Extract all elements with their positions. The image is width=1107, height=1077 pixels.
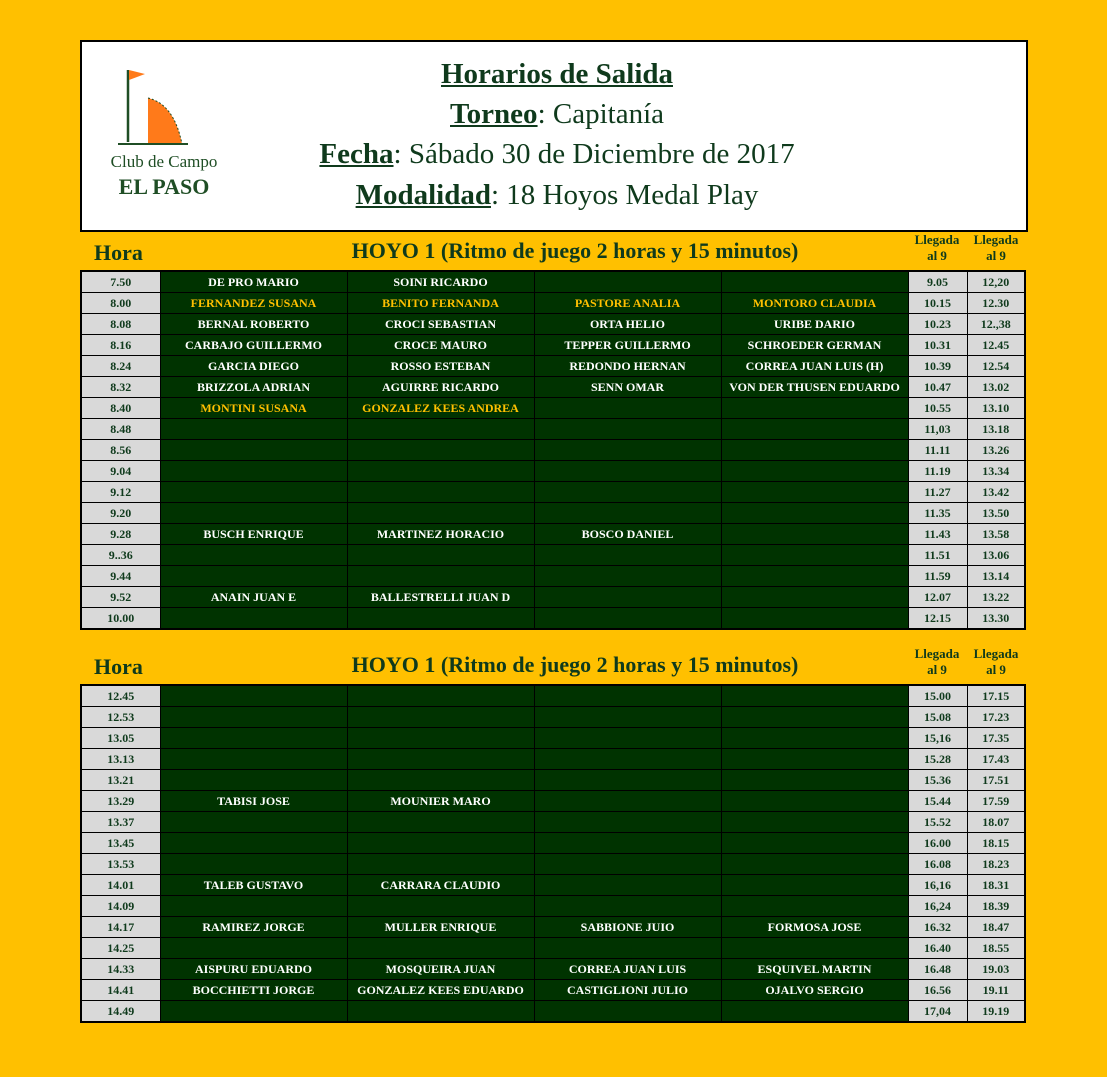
arrival-time-cell: 11.11 [908,440,967,461]
player-cell [160,833,347,854]
player-cell [721,1001,908,1023]
player-cell [347,440,534,461]
player-cell [534,833,721,854]
table-row [81,482,1025,503]
player-cell [721,482,908,503]
table-row [81,587,1025,608]
player-cell [534,938,721,959]
llegada-label-2: Llegada al 9 [973,232,1019,263]
tee-time-cell: 12.53 [81,707,160,728]
llegada-label-1: Llegada al 9 [914,232,960,263]
fecha-label: Fecha [319,138,394,170]
table-row [81,791,1025,812]
player-cell [160,545,347,566]
arrival-time-cell: 10.47 [908,377,967,398]
table-row [81,335,1025,356]
table-row [81,938,1025,959]
player-cell [347,854,534,875]
player-cell [347,461,534,482]
tee-time-cell: 14.25 [81,938,160,959]
tee-time-cell: 7.50 [81,271,160,293]
torneo-label: Torneo [450,98,538,130]
tee-time-cell: 9.04 [81,461,160,482]
arrival-time-cell: 11.43 [908,524,967,545]
tee-time-cell: 12.45 [81,685,160,707]
player-cell [721,503,908,524]
player-cell: GONZALEZ KEES EDUARDO [347,980,534,1001]
arrival-time-cell: 17.23 [967,707,1025,728]
hora-label: Hora [94,240,143,265]
table-row [81,854,1025,875]
tee-time-cell: 8.48 [81,419,160,440]
player-cell: MONTINI SUSANA [160,398,347,419]
player-cell [160,707,347,728]
arrival-time-cell: 11.59 [908,566,967,587]
arrival-time-cell: 13.22 [967,587,1025,608]
table-row [81,770,1025,791]
torneo-value: : Capitanía [537,98,664,130]
player-cell: CARBAJO GUILLERMO [160,335,347,356]
player-cell: REDONDO HERNAN [534,356,721,377]
player-cell: FORMOSA JOSE [721,917,908,938]
arrival-time-cell: 18.23 [967,854,1025,875]
arrival-time-cell: 16.32 [908,917,967,938]
arrival-time-cell: 11.51 [908,545,967,566]
section-title: HOYO 1 (Ritmo de juego 2 horas y 15 minutos) [351,652,799,677]
tee-time-cell: 13.21 [81,770,160,791]
player-cell: ESQUIVEL MARTIN [721,959,908,980]
table-row [81,461,1025,482]
section-header-2 [80,646,1026,686]
player-cell [160,685,347,707]
table-row [81,728,1025,749]
arrival-time-cell: 11.19 [908,461,967,482]
arrival-time-cell: 18.39 [967,896,1025,917]
player-cell [160,482,347,503]
player-cell: AISPURU EDUARDO [160,959,347,980]
arrival-time-cell: 17.43 [967,749,1025,770]
arrival-time-cell: 13.58 [967,524,1025,545]
player-cell: CASTIGLIONI JULIO [534,980,721,1001]
player-cell [534,728,721,749]
arrival-time-cell: 16.48 [908,959,967,980]
arrival-time-cell: 17.15 [967,685,1025,707]
player-cell [534,791,721,812]
arrival-time-cell: 17.51 [967,770,1025,791]
table-row [81,812,1025,833]
arrival-time-cell: 13.18 [967,419,1025,440]
arrival-time-cell: 10.31 [908,335,967,356]
arrival-time-cell: 12.,38 [967,314,1025,335]
tee-time-cell: 9.12 [81,482,160,503]
player-cell [534,854,721,875]
torneo-line [212,98,902,131]
player-cell: MOSQUEIRA JUAN [347,959,534,980]
tee-time-cell: 9.28 [81,524,160,545]
modalidad-label: Modalidad [355,179,491,211]
player-cell: DE PRO MARIO [160,271,347,293]
club-logo [104,68,224,208]
table-row [81,917,1025,938]
table-row [81,503,1025,524]
player-cell [721,524,908,545]
arrival-time-cell: 16.56 [908,980,967,1001]
table-row [81,293,1025,314]
player-cell: CROCE MAURO [347,335,534,356]
arrival-time-cell: 13.06 [967,545,1025,566]
arrival-time-cell: 16.08 [908,854,967,875]
page-title: Horarios de Salida [440,58,673,90]
player-cell [347,482,534,503]
player-cell [160,938,347,959]
player-cell [160,503,347,524]
player-cell [721,685,908,707]
player-cell [347,707,534,728]
player-cell [534,503,721,524]
arrival-time-cell: 18.07 [967,812,1025,833]
tee-time-cell: 13.53 [81,854,160,875]
player-cell: RAMIREZ JORGE [160,917,347,938]
player-cell [160,566,347,587]
player-cell [347,419,534,440]
player-cell [721,398,908,419]
player-cell [347,770,534,791]
table-row [81,419,1025,440]
tee-time-cell: 14.49 [81,1001,160,1023]
fecha-line [212,138,902,171]
player-cell [534,896,721,917]
player-cell [721,587,908,608]
player-cell [721,749,908,770]
table-row [81,566,1025,587]
table-row [81,398,1025,419]
arrival-time-cell: 15.08 [908,707,967,728]
table-row [81,608,1025,630]
table-row [81,356,1025,377]
player-cell [721,938,908,959]
fecha-value: : Sábado 30 de Diciembre de 2017 [393,138,795,170]
player-cell [160,749,347,770]
player-cell [721,440,908,461]
player-cell: BERNAL ROBERTO [160,314,347,335]
player-cell [721,419,908,440]
arrival-time-cell: 19.19 [967,1001,1025,1023]
tee-time-cell: 8.08 [81,314,160,335]
player-cell: GONZALEZ KEES ANDREA [347,398,534,419]
arrival-time-cell: 15.44 [908,791,967,812]
player-cell [347,685,534,707]
arrival-time-cell: 13.34 [967,461,1025,482]
tee-time-cell: 14.41 [81,980,160,1001]
player-cell [347,545,534,566]
logo-club-text: Club de Campo [110,152,218,171]
arrival-time-cell: 19.11 [967,980,1025,1001]
table-row [81,314,1025,335]
arrival-time-cell: 13.26 [967,440,1025,461]
arrival-time-cell: 9.05 [908,271,967,293]
player-cell [534,440,721,461]
tee-time-cell: 13.29 [81,791,160,812]
player-cell: BOCCHIETTI JORGE [160,980,347,1001]
llegada-label-1: Llegada al 9 [914,646,960,677]
tee-time-cell: 9..36 [81,545,160,566]
player-cell [721,271,908,293]
player-cell [534,545,721,566]
table-row [81,833,1025,854]
tee-time-cell: 13.13 [81,749,160,770]
arrival-time-cell: 13.30 [967,608,1025,630]
player-cell [534,587,721,608]
arrival-time-cell: 17.35 [967,728,1025,749]
arrival-time-cell: 19.03 [967,959,1025,980]
player-cell: BUSCH ENRIQUE [160,524,347,545]
player-cell [721,854,908,875]
player-cell [721,461,908,482]
table-row [81,377,1025,398]
tee-time-cell: 14.01 [81,875,160,896]
arrival-time-cell: 13.50 [967,503,1025,524]
arrival-time-cell: 13.02 [967,377,1025,398]
arrival-time-cell: 11.27 [908,482,967,503]
logo-name-text: EL PASO [118,174,210,199]
tee-time-cell: 14.33 [81,959,160,980]
table-row [81,980,1025,1001]
header-panel [80,40,1028,232]
player-cell [347,812,534,833]
table-row [81,959,1025,980]
player-cell [347,566,534,587]
player-cell [534,271,721,293]
table-row [81,896,1025,917]
player-cell: CORREA JUAN LUIS (H) [721,356,908,377]
player-cell [347,608,534,630]
player-cell [721,812,908,833]
table-row [81,875,1025,896]
player-cell [160,461,347,482]
player-cell [721,728,908,749]
player-cell [534,875,721,896]
tee-time-cell: 8.40 [81,398,160,419]
arrival-time-cell: 18.15 [967,833,1025,854]
arrival-time-cell: 10.23 [908,314,967,335]
arrival-time-cell: 17,04 [908,1001,967,1023]
table-row [81,545,1025,566]
tee-time-cell: 8.24 [81,356,160,377]
modalidad-line [212,179,902,212]
player-cell [160,728,347,749]
player-cell [534,749,721,770]
player-cell [534,812,721,833]
player-cell: FERNANDEZ SUSANA [160,293,347,314]
player-cell [721,707,908,728]
player-cell [160,770,347,791]
tee-time-cell: 8.32 [81,377,160,398]
player-cell: SENN OMAR [534,377,721,398]
player-cell [160,419,347,440]
player-cell: CROCI SEBASTIAN [347,314,534,335]
player-cell [534,1001,721,1023]
arrival-time-cell: 13.14 [967,566,1025,587]
player-cell: ROSSO ESTEBAN [347,356,534,377]
tee-times-table-1 [80,270,1026,630]
player-cell [347,503,534,524]
player-cell [347,749,534,770]
table-row [81,685,1025,707]
player-cell: BALLESTRELLI JUAN D [347,587,534,608]
player-cell [160,854,347,875]
arrival-time-cell: 15.28 [908,749,967,770]
player-cell: CORREA JUAN LUIS [534,959,721,980]
arrival-time-cell: 17.59 [967,791,1025,812]
player-cell [721,833,908,854]
tee-time-cell: 8.56 [81,440,160,461]
modalidad-value: : 18 Hoyos Medal Play [490,179,759,211]
player-cell: ORTA HELIO [534,314,721,335]
player-cell: TABISI JOSE [160,791,347,812]
player-cell [721,566,908,587]
player-cell [347,938,534,959]
player-cell [534,398,721,419]
arrival-time-cell: 15.00 [908,685,967,707]
player-cell [347,833,534,854]
player-cell [347,896,534,917]
arrival-time-cell: 10.55 [908,398,967,419]
arrival-time-cell: 10.15 [908,293,967,314]
player-cell: AGUIRRE RICARDO [347,377,534,398]
player-cell [160,896,347,917]
arrival-time-cell: 18.55 [967,938,1025,959]
tee-time-cell: 9.44 [81,566,160,587]
player-cell [347,728,534,749]
tee-time-cell: 14.17 [81,917,160,938]
table-row [81,271,1025,293]
arrival-time-cell: 13.10 [967,398,1025,419]
table-row [81,749,1025,770]
arrival-time-cell: 15.52 [908,812,967,833]
player-cell [721,545,908,566]
arrival-time-cell: 12.15 [908,608,967,630]
player-cell [534,482,721,503]
arrival-time-cell: 15.36 [908,770,967,791]
player-cell: TEPPER GUILLERMO [534,335,721,356]
player-cell [721,770,908,791]
player-cell: SABBIONE JUIO [534,917,721,938]
player-cell [721,896,908,917]
arrival-time-cell: 12.54 [967,356,1025,377]
table-row [81,1001,1025,1023]
arrival-time-cell: 15,16 [908,728,967,749]
arrival-time-cell: 11.35 [908,503,967,524]
tee-time-cell: 9.20 [81,503,160,524]
player-cell [721,608,908,630]
player-cell: VON DER THUSEN EDUARDO [721,377,908,398]
hora-label: Hora [94,654,143,679]
player-cell [534,608,721,630]
player-cell: TALEB GUSTAVO [160,875,347,896]
tee-time-cell: 13.05 [81,728,160,749]
player-cell: SCHROEDER GERMAN [721,335,908,356]
player-cell: OJALVO SERGIO [721,980,908,1001]
tee-time-cell: 8.00 [81,293,160,314]
player-cell [534,707,721,728]
section-title: HOYO 1 (Ritmo de juego 2 horas y 15 minutos) [351,238,799,263]
section-header-1 [80,232,1026,272]
player-cell: BOSCO DANIEL [534,524,721,545]
player-cell: URIBE DARIO [721,314,908,335]
player-cell [721,791,908,812]
player-cell: PASTORE ANALIA [534,293,721,314]
arrival-time-cell: 11,03 [908,419,967,440]
player-cell [160,440,347,461]
tee-time-cell: 10.00 [81,608,160,630]
arrival-time-cell: 18.31 [967,875,1025,896]
player-cell [534,685,721,707]
player-cell: MONTORO CLAUDIA [721,293,908,314]
player-cell: BRIZZOLA ADRIAN [160,377,347,398]
arrival-time-cell: 18.47 [967,917,1025,938]
arrival-time-cell: 16.00 [908,833,967,854]
player-cell: MULLER ENRIQUE [347,917,534,938]
player-cell [347,1001,534,1023]
arrival-time-cell: 12.45 [967,335,1025,356]
player-cell: MARTINEZ HORACIO [347,524,534,545]
tee-time-cell: 13.37 [81,812,160,833]
player-cell: SOINI RICARDO [347,271,534,293]
player-cell [534,461,721,482]
arrival-time-cell: 10.39 [908,356,967,377]
tee-time-cell: 9.52 [81,587,160,608]
player-cell [534,566,721,587]
table-row [81,440,1025,461]
player-cell: MOUNIER MARO [347,791,534,812]
arrival-time-cell: 16,24 [908,896,967,917]
player-cell [721,875,908,896]
player-cell [160,812,347,833]
table-row [81,524,1025,545]
llegada-label-2: Llegada al 9 [973,646,1019,677]
arrival-time-cell: 12.30 [967,293,1025,314]
tee-times-table-2 [80,684,1026,1023]
player-cell [160,608,347,630]
player-cell: GARCIA DIEGO [160,356,347,377]
player-cell [534,770,721,791]
tee-time-cell: 14.09 [81,896,160,917]
player-cell: CARRARA CLAUDIO [347,875,534,896]
arrival-time-cell: 13.42 [967,482,1025,503]
golf-flag-icon [104,68,224,152]
arrival-time-cell: 16.40 [908,938,967,959]
arrival-time-cell: 12.07 [908,587,967,608]
arrival-time-cell: 12,20 [967,271,1025,293]
player-cell: ANAIN JUAN E [160,587,347,608]
player-cell [534,419,721,440]
tee-time-cell: 13.45 [81,833,160,854]
tee-time-cell: 8.16 [81,335,160,356]
player-cell [160,1001,347,1023]
player-cell: BENITO FERNANDA [347,293,534,314]
arrival-time-cell: 16,16 [908,875,967,896]
table-row [81,707,1025,728]
